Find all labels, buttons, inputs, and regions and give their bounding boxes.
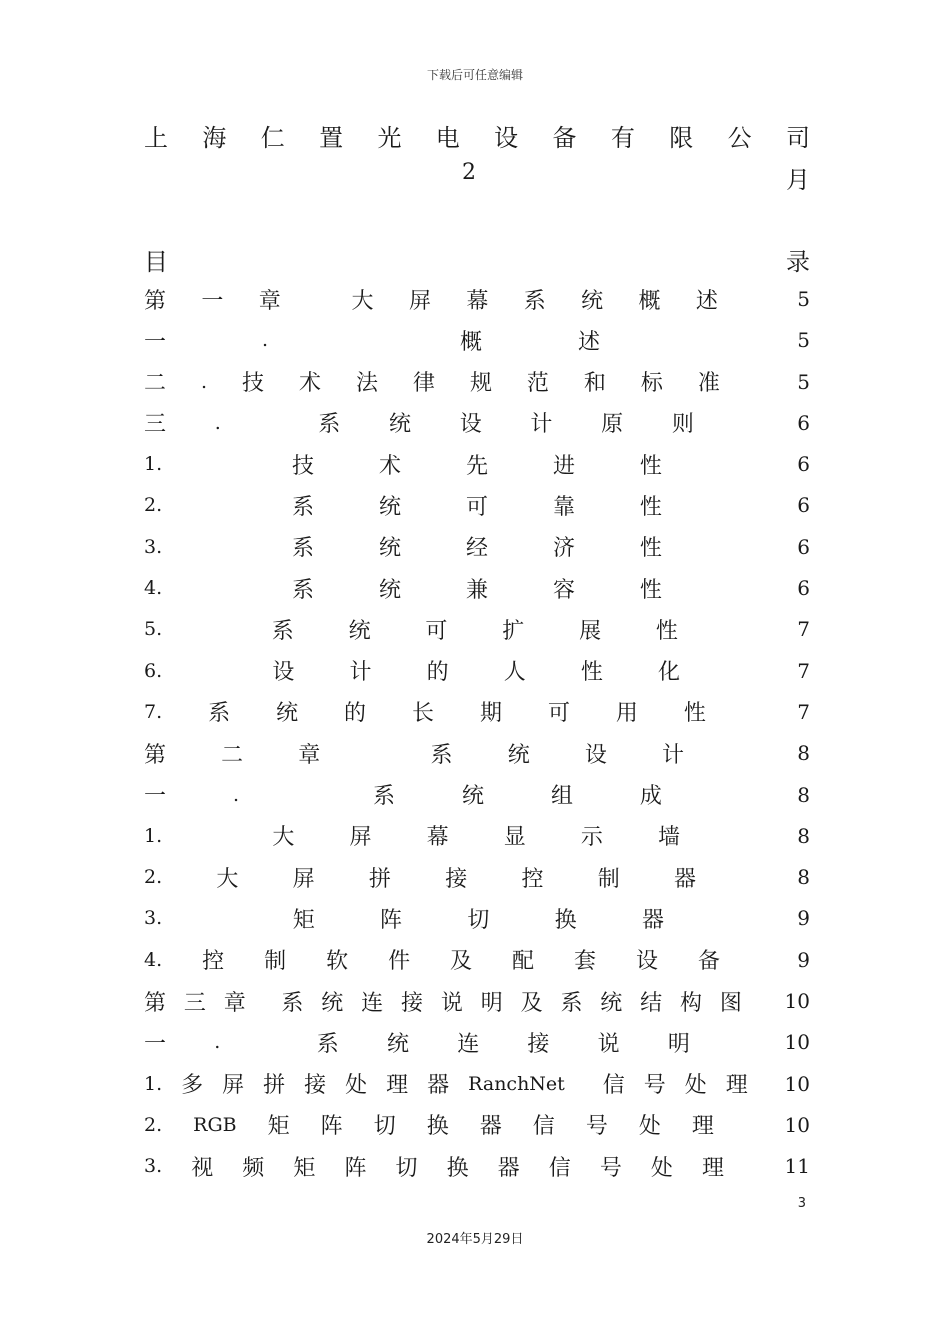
toc-entry-char: 统: [388, 412, 411, 438]
toc-entry-char: 1.: [144, 453, 163, 476]
toc-entry-char: 三: [183, 990, 206, 1016]
toc-entry[interactable]: [144, 532, 810, 573]
toc-entry-char: 号: [599, 1155, 622, 1181]
toc-entry-page: 8: [797, 823, 810, 848]
toc-entry-char: 构: [680, 990, 703, 1016]
toc-entry-label: [144, 325, 600, 355]
toc-entry-page: 11: [784, 1154, 810, 1179]
toc-entry-char: 统: [348, 618, 371, 644]
toc-entry-char: 二: [144, 371, 167, 397]
toc-entry-char: 明: [667, 1031, 690, 1057]
company-char: 限: [669, 124, 694, 152]
toc-entry-char: 系: [430, 742, 453, 768]
toc-entry-char: 2.: [144, 1113, 163, 1136]
toc-entry-page: 6: [797, 493, 810, 518]
toc-entry-char: 拼: [263, 1073, 286, 1099]
toc-entry-char: 的: [344, 701, 367, 727]
toc-entry-char: 扩: [502, 618, 525, 644]
toc-entry-char: 4.: [144, 577, 163, 600]
toc-entry-char: 系: [292, 494, 315, 520]
toc-entry-char: 标: [640, 371, 663, 397]
toc-entry-char: 7.: [144, 700, 163, 723]
toc-entry-page: 10: [784, 1112, 810, 1137]
toc-entry-char: 理: [701, 1155, 724, 1181]
toc-entry-char: 幕: [426, 825, 449, 851]
toc-entry-char: 可: [547, 701, 570, 727]
toc-entry[interactable]: [144, 738, 810, 779]
toc-entry-char: 换: [554, 907, 577, 933]
toc-entry-char: 器: [641, 907, 664, 933]
table-of-contents: [144, 284, 810, 1193]
toc-entry-char: 组: [550, 784, 573, 810]
toc-entry-char: 理: [725, 1073, 748, 1099]
toc-entry-char: 设: [636, 949, 659, 975]
toc-entry-page: 9: [797, 906, 810, 931]
toc-entry-char: 处: [345, 1073, 368, 1099]
toc-entry-label: [144, 656, 680, 686]
company-char: 司: [785, 124, 810, 152]
toc-entry-char: 信: [602, 1073, 625, 1099]
company-char: 仁: [260, 124, 285, 152]
toc-entry-char: 济: [552, 536, 575, 562]
toc-entry-char: 技: [242, 371, 265, 397]
toc-entry-label: [144, 573, 662, 603]
toc-entry-page: 6: [797, 452, 810, 477]
toc-entry-page: 10: [784, 989, 810, 1014]
toc-entry-char: 系: [560, 990, 583, 1016]
company-char: 海: [202, 124, 227, 152]
toc-entry-char: 显: [503, 825, 526, 851]
toc-entry-char: .: [214, 411, 221, 434]
toc-entry-char: 频: [242, 1155, 265, 1181]
toc-entry-char: .: [261, 329, 269, 352]
toc-entry-label: [144, 1110, 714, 1140]
toc-entry-char: 统: [379, 494, 402, 520]
toc-entry[interactable]: [144, 1110, 810, 1151]
toc-entry-char: 统: [581, 288, 604, 314]
toc-entry-char: 概: [459, 329, 482, 355]
toc-entry-label: [144, 903, 664, 933]
toc-entry-char: 系: [372, 784, 395, 810]
toc-entry-char: 设: [459, 412, 482, 438]
toc-entry-char: 性: [639, 536, 662, 562]
toc-entry-label: [144, 284, 718, 314]
toc-entry-label: [144, 532, 662, 562]
toc-entry-char: 统: [600, 990, 623, 1016]
toc-entry-char: 术: [379, 453, 402, 479]
toc-entry-char: 器: [673, 866, 696, 892]
toc-entry-char: 成: [639, 784, 662, 810]
toc-entry-label: [144, 1069, 748, 1099]
toc-entry-char: 三: [144, 412, 167, 438]
toc-entry-char: 系: [292, 577, 315, 603]
toc-entry-char: 用: [615, 701, 638, 727]
toc-entry-char: 计: [530, 412, 553, 438]
toc-entry-char: 章: [258, 288, 281, 314]
toc-entry[interactable]: [144, 862, 810, 903]
toc-entry-char: 系: [292, 536, 315, 562]
toc-entry-label: [144, 408, 694, 438]
toc-entry-char: 大: [272, 825, 295, 851]
toc-entry-page: 9: [797, 947, 810, 972]
toc-entry-label: [144, 490, 662, 520]
toc-entry-char: 接: [401, 990, 424, 1016]
toc-entry[interactable]: [144, 821, 810, 862]
toc-entry-char: 幕: [466, 288, 489, 314]
toc-entry-char: 3.: [144, 1155, 163, 1178]
toc-entry-char: 说: [440, 990, 463, 1016]
toc-entry-char: 图: [719, 990, 742, 1016]
toc-entry-char: 矩: [293, 1155, 316, 1181]
toc-entry-char: 切: [395, 1155, 418, 1181]
company-char: 置: [319, 124, 344, 152]
toc-entry-char: 的: [426, 660, 449, 686]
date-line: [144, 160, 810, 194]
toc-entry-label: [144, 1151, 724, 1181]
toc-entry-char: 原: [601, 412, 624, 438]
toc-entry-char: 期: [479, 701, 502, 727]
toc-entry-char: 系: [208, 701, 231, 727]
toc-entry-char: 设: [272, 660, 295, 686]
toc-entry-char: 范: [526, 371, 549, 397]
toc-entry-char: 明: [480, 990, 503, 1016]
toc-entry-char: 统: [379, 536, 402, 562]
toc-entry[interactable]: [144, 1151, 810, 1192]
toc-entry-char: 大: [216, 866, 239, 892]
toc-entry-char: 统: [321, 990, 344, 1016]
toc-entry-char: 章: [298, 742, 321, 768]
page-footer: 2024年5月29日: [426, 1232, 524, 1247]
toc-entry-page: 10: [784, 1071, 810, 1096]
toc-entry-char: 统: [507, 742, 530, 768]
toc-entry-char: 一: [144, 329, 167, 355]
toc-entry-char: 1.: [144, 1072, 163, 1095]
toc-entry-char: 器: [427, 1073, 450, 1099]
toc-entry-char: 统: [276, 701, 299, 727]
toc-entry-char: 理: [386, 1073, 409, 1099]
toc-entry-label: [144, 449, 662, 479]
toc-entry[interactable]: [144, 780, 810, 821]
toc-entry[interactable]: [144, 490, 810, 531]
toc-entry-char: 系: [316, 1031, 339, 1057]
toc-entry-char: 配: [512, 949, 535, 975]
toc-entry-char: 第: [144, 288, 167, 314]
toc-entry-char: 制: [597, 866, 620, 892]
toc-entry-char: 连: [361, 990, 384, 1016]
toc-entry-char: 6.: [144, 659, 163, 682]
toc-entry-char: 示: [580, 825, 603, 851]
toc-entry-char: 第: [144, 742, 167, 768]
toc-entry-char: 阵: [380, 907, 403, 933]
toc-entry-char: 连: [457, 1031, 480, 1057]
toc-entry-char: 则: [671, 412, 694, 438]
toc-entry[interactable]: [144, 656, 810, 697]
toc-entry-char: RGB: [193, 1113, 237, 1136]
toc-entry-char: 阵: [320, 1114, 343, 1140]
toc-entry-char: 接: [304, 1073, 327, 1099]
toc-entry-page: 7: [797, 617, 810, 642]
toc-entry-char: 3.: [144, 535, 163, 558]
toc-entry[interactable]: [144, 449, 810, 490]
toc-entry-char: 2.: [144, 866, 163, 889]
toc-entry-char: 件: [388, 949, 411, 975]
toc-entry-char: 处: [650, 1155, 673, 1181]
toc-entry-char: 备: [697, 949, 720, 975]
toc-entry-page: 5: [797, 328, 810, 353]
toc-entry-char: 器: [497, 1155, 520, 1181]
toc-entry-page: 8: [797, 865, 810, 890]
toc-entry-char: 信: [532, 1114, 555, 1140]
toc-entry-char: 设: [584, 742, 607, 768]
toc-entry[interactable]: [144, 1069, 810, 1110]
toc-entry-char: 法: [355, 371, 378, 397]
toc-entry-char: RanchNet: [468, 1072, 565, 1095]
toc-entry[interactable]: [144, 1027, 810, 1068]
company-char: 光: [377, 124, 402, 152]
toc-entry-char: 处: [638, 1114, 661, 1140]
company-char: 电: [435, 124, 460, 152]
toc-entry[interactable]: [144, 325, 810, 366]
toc-entry-char: 接: [527, 1031, 550, 1057]
company-name-line: [144, 118, 810, 153]
toc-entry-char: 信: [548, 1155, 571, 1181]
toc-entry[interactable]: [144, 367, 810, 408]
company-char: 上: [144, 124, 168, 152]
toc-entry-char: 系: [523, 288, 546, 314]
toc-entry-char: 系: [271, 618, 294, 644]
toc-entry-page: 7: [797, 658, 810, 683]
toc-entry-page: 7: [797, 699, 810, 724]
toc-entry-char: 长: [412, 701, 435, 727]
toc-entry-char: 接: [445, 866, 468, 892]
toc-entry-char: 套: [574, 949, 597, 975]
toc-entry[interactable]: [144, 903, 810, 944]
toc-entry-page: 5: [797, 287, 810, 311]
toc-entry-page: 8: [797, 741, 810, 766]
toc-entry-char: 和: [583, 371, 606, 397]
date-month: 月: [786, 166, 810, 194]
toc-entry[interactable]: [144, 614, 810, 655]
toc-entry-char: 墙: [657, 825, 680, 851]
toc-entry-page: 6: [797, 576, 810, 601]
toc-entry-char: 述: [577, 329, 600, 355]
toc-entry-char: 及: [520, 990, 543, 1016]
toc-entry-char: 切: [467, 907, 490, 933]
toc-entry-char: 述: [695, 288, 718, 314]
toc-entry-char: 计: [349, 660, 372, 686]
toc-entry-char: 先: [465, 453, 488, 479]
toc-entry-char: 5.: [144, 618, 163, 641]
date-number: 2: [462, 160, 476, 185]
toc-entry-char: 1.: [144, 824, 163, 847]
toc-heading-left: 目: [144, 248, 168, 276]
toc-entry-char: 二: [221, 742, 244, 768]
toc-entry-label: [144, 738, 684, 768]
toc-entry-char: 4.: [144, 948, 163, 971]
toc-entry-char: .: [200, 370, 208, 393]
toc-entry-char: 系: [318, 412, 341, 438]
page-header: 下载后可任意编辑: [426, 68, 523, 82]
toc-heading-right: 录: [786, 248, 810, 276]
toc-entry-char: 概: [638, 288, 661, 314]
toc-entry-char: 器: [479, 1114, 502, 1140]
toc-entry-label: [144, 945, 720, 975]
toc-entry-char: 兼: [465, 577, 488, 603]
toc-entry-char: 屏: [349, 825, 372, 851]
toc-entry-char: 屏: [292, 866, 315, 892]
toc-entry-label: [144, 697, 706, 727]
toc-entry[interactable]: [144, 573, 810, 614]
toc-entry-char: 可: [425, 618, 448, 644]
toc-entry-char: 规: [469, 371, 492, 397]
toc-entry-char: 理: [691, 1114, 714, 1140]
toc-entry[interactable]: [144, 945, 810, 986]
toc-entry-char: 人: [503, 660, 526, 686]
toc-entry-char: 性: [639, 494, 662, 520]
toc-entry-char: 阵: [344, 1155, 367, 1181]
toc-entry-char: 多: [181, 1073, 204, 1099]
toc-entry-char: 控: [521, 866, 544, 892]
toc-entry-char: 统: [386, 1031, 409, 1057]
toc-entry-label: [144, 367, 720, 397]
toc-entry-label: [144, 614, 678, 644]
company-char: 有: [610, 124, 635, 152]
toc-entry-char: 可: [465, 494, 488, 520]
toc-entry-char: 化: [657, 660, 680, 686]
toc-entry-char: 及: [450, 949, 473, 975]
toc-entry-page: 6: [797, 534, 810, 559]
toc-entry-char: 切: [373, 1114, 396, 1140]
toc-entry-char: 统: [379, 577, 402, 603]
toc-entry-char: 性: [639, 453, 662, 479]
toc-entry-char: 准: [697, 371, 720, 397]
toc-entry-char: 律: [412, 371, 435, 397]
toc-entry-char: 号: [643, 1073, 666, 1099]
toc-entry-char: 容: [552, 577, 575, 603]
toc-entry[interactable]: [144, 986, 810, 1027]
toc-entry-char: 大: [351, 288, 374, 314]
toc-entry-char: 号: [585, 1114, 608, 1140]
toc-entry-page: 5: [797, 369, 810, 394]
toc-entry-char: 说: [597, 1031, 620, 1057]
toc-entry-char: 经: [465, 536, 488, 562]
toc-entry-char: 屏: [222, 1073, 245, 1099]
toc-entry-char: 一: [144, 784, 167, 810]
toc-entry-char: 矩: [292, 907, 315, 933]
toc-entry-char: 性: [683, 701, 706, 727]
toc-entry-char: 章: [223, 990, 246, 1016]
toc-entry-char: 一: [201, 288, 224, 314]
toc-entry-char: 屏: [408, 288, 431, 314]
toc-entry-char: .: [232, 783, 240, 806]
toc-entry-label: [144, 986, 742, 1016]
toc-entry-char: 拼: [368, 866, 391, 892]
toc-entry[interactable]: [144, 284, 810, 325]
toc-entry-char: 统: [461, 784, 484, 810]
toc-entry-label: [144, 862, 696, 892]
toc-entry-char: 性: [639, 577, 662, 603]
toc-entry-char: 3.: [144, 907, 163, 930]
toc-entry-char: 系: [281, 990, 304, 1016]
toc-entry-char: 进: [552, 453, 575, 479]
toc-entry-char: 制: [264, 949, 287, 975]
toc-entry-page: 10: [784, 1030, 810, 1055]
toc-entry-page: 8: [797, 782, 810, 807]
toc-entry-char: 结: [640, 990, 663, 1016]
toc-entry-char: 性: [655, 618, 678, 644]
toc-entry-label: [144, 780, 662, 810]
toc-entry[interactable]: [144, 697, 810, 738]
toc-entry-page: 6: [797, 410, 810, 435]
company-char: 公: [727, 124, 752, 152]
toc-entry-char: 矩: [267, 1114, 290, 1140]
toc-entry-char: 一: [144, 1031, 167, 1057]
toc-entry-char: 第: [144, 990, 167, 1016]
toc-entry-char: 术: [298, 371, 321, 397]
toc-entry-char: 靠: [552, 494, 575, 520]
page-number: 3: [797, 1196, 806, 1211]
toc-entry-char: 性: [580, 660, 603, 686]
toc-entry-char: 展: [579, 618, 602, 644]
company-char: 设: [494, 124, 519, 152]
toc-entry-char: 换: [446, 1155, 469, 1181]
company-char: 备: [552, 124, 577, 152]
toc-entry-char: 2.: [144, 494, 163, 517]
toc-entry-char: 换: [426, 1114, 449, 1140]
toc-entry-char: 软: [326, 949, 349, 975]
toc-entry-label: [144, 821, 680, 851]
toc-entry[interactable]: [144, 408, 810, 449]
toc-entry-char: 处: [684, 1073, 707, 1099]
toc-entry-char: 计: [661, 742, 684, 768]
toc-entry-char: 视: [191, 1155, 214, 1181]
toc-entry-char: 控: [202, 949, 225, 975]
toc-entry-char: 技: [292, 453, 315, 479]
toc-entry-label: [144, 1027, 690, 1057]
toc-heading: [144, 242, 810, 277]
toc-entry-char: .: [214, 1031, 221, 1054]
